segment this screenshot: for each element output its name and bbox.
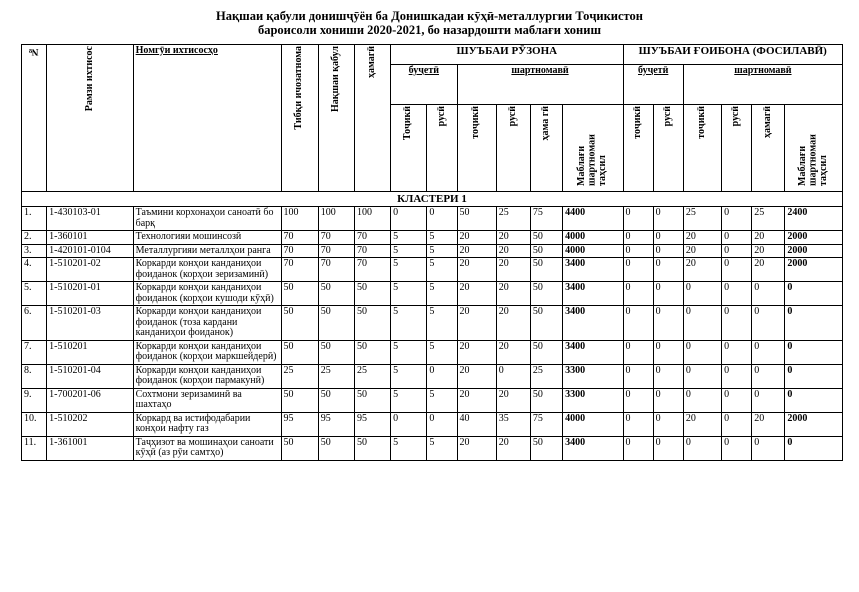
- cell-total: 50: [354, 388, 390, 412]
- cell-code: 1-510201-01: [47, 282, 134, 306]
- cell-distance-budget-ru: 0: [653, 436, 683, 460]
- cell-day-budget-ru: 5: [427, 231, 457, 245]
- cell-total: 50: [354, 436, 390, 460]
- cell-day-contract-total: 50: [530, 231, 562, 245]
- cell-day-contract-total: 50: [530, 258, 562, 282]
- cell-total: 50: [354, 282, 390, 306]
- cell-day-contract-tj: 20: [457, 364, 496, 388]
- cell-day-contract-ru: 20: [496, 258, 530, 282]
- cell-day-budget-tj: 5: [391, 306, 427, 341]
- cell-distance-budget-ru: 0: [653, 207, 683, 231]
- cell-day-fee: 3400: [563, 436, 623, 460]
- cell-distance-fee: 2000: [785, 258, 843, 282]
- cluster-label: КЛАСТЕРИ 1: [22, 191, 843, 207]
- cell-distance-budget-tj: 0: [623, 258, 653, 282]
- cell-day-contract-ru: 20: [496, 340, 530, 364]
- cell-day-budget-tj: 5: [391, 436, 427, 460]
- cell-total: 100: [354, 207, 390, 231]
- cell-specialty: Технологияи мошинсозӣ: [133, 231, 281, 245]
- cell-total: 25: [354, 364, 390, 388]
- cell-permit: 50: [281, 340, 318, 364]
- header-day-section: ШУЪБАИ РӮЗОНА: [391, 45, 623, 65]
- cell-distance-contract-ru: 0: [722, 364, 752, 388]
- cell-admission-plan: 70: [318, 244, 354, 258]
- header-day-budget-tj: Тоҷикӣ: [391, 105, 427, 192]
- cell-number: 6.: [22, 306, 47, 341]
- cell-distance-contract-ru: 0: [722, 231, 752, 245]
- cell-permit: 100: [281, 207, 318, 231]
- cell-distance-contract-tj: 20: [683, 412, 721, 436]
- cell-specialty: Коркарди конҳои канданиҳои фоиданок (корҳои зеризаминӣ): [133, 258, 281, 282]
- cell-code: 1-510201: [47, 340, 134, 364]
- cell-distance-budget-ru: 0: [653, 340, 683, 364]
- header-distance-fee: Маблағи шартномаи таҳсил: [785, 105, 843, 192]
- cell-distance-contract-total: 20: [752, 244, 785, 258]
- cell-distance-fee: 0: [785, 436, 843, 460]
- cell-day-contract-tj: 20: [457, 258, 496, 282]
- cell-permit: 70: [281, 258, 318, 282]
- table-row: [22, 244, 843, 258]
- cell-day-contract-total: 50: [530, 340, 562, 364]
- cell-day-budget-ru: 5: [427, 258, 457, 282]
- cell-day-contract-total: 75: [530, 412, 562, 436]
- cell-day-budget-tj: 5: [391, 364, 427, 388]
- cell-distance-contract-tj: 0: [683, 282, 721, 306]
- cell-total: 50: [354, 306, 390, 341]
- cell-distance-fee: 2000: [785, 412, 843, 436]
- cell-code: 1-360101: [47, 231, 134, 245]
- cell-admission-plan: 95: [318, 412, 354, 436]
- cell-distance-fee: 0: [785, 306, 843, 341]
- cell-distance-contract-ru: 0: [722, 436, 752, 460]
- cell-day-budget-tj: 0: [391, 412, 427, 436]
- cell-distance-contract-tj: 0: [683, 364, 721, 388]
- table-row: [22, 207, 843, 231]
- cell-specialty: Коркарди конҳои канданиҳои фоиданок (корҳои кушоди кӯҳӣ): [133, 282, 281, 306]
- cell-distance-contract-tj: 0: [683, 306, 721, 341]
- cell-distance-contract-total: 0: [752, 436, 785, 460]
- cell-day-contract-ru: 20: [496, 306, 530, 341]
- admission-plan-table: [21, 44, 843, 461]
- cell-total: 70: [354, 244, 390, 258]
- cell-distance-fee: 2000: [785, 231, 843, 245]
- cell-specialty: Коркарди конҳои канданиҳои фоиданок (корҳои пармакунӣ): [133, 364, 281, 388]
- cell-distance-budget-tj: 0: [623, 364, 653, 388]
- cell-distance-fee: 0: [785, 364, 843, 388]
- cell-day-budget-ru: 0: [427, 364, 457, 388]
- cell-distance-budget-ru: 0: [653, 282, 683, 306]
- cell-distance-contract-total: 0: [752, 364, 785, 388]
- cell-distance-contract-total: 0: [752, 388, 785, 412]
- cell-day-fee: 4000: [563, 231, 623, 245]
- cell-distance-contract-total: 20: [752, 258, 785, 282]
- cell-distance-budget-tj: 0: [623, 244, 653, 258]
- cell-admission-plan: 50: [318, 306, 354, 341]
- cell-admission-plan: 50: [318, 436, 354, 460]
- title-line-1: Нақшаи қабули донишҷӯён ба Донишкадаи кӯҳӣ-металлургии Тоҷикистон: [216, 9, 643, 23]
- cell-distance-contract-total: 20: [752, 231, 785, 245]
- cell-day-budget-tj: 5: [391, 282, 427, 306]
- title-line-2: бароисоли хониши 2020-2021, бо назардошти маблағи хониш: [257, 23, 602, 37]
- table-row: [22, 340, 843, 364]
- cell-day-budget-ru: 5: [427, 282, 457, 306]
- cell-day-fee: 3400: [563, 282, 623, 306]
- cell-admission-plan: 50: [318, 282, 354, 306]
- cell-distance-contract-tj: 0: [683, 388, 721, 412]
- header-distance-budget-tj: тоҷикӣ: [623, 105, 653, 192]
- cell-day-contract-ru: 20: [496, 231, 530, 245]
- cell-admission-plan: 50: [318, 340, 354, 364]
- cell-admission-plan: 50: [318, 388, 354, 412]
- header-admission-plan: Нақшаи қабул: [318, 45, 354, 192]
- cell-permit: 25: [281, 364, 318, 388]
- cell-day-fee: 3300: [563, 388, 623, 412]
- cell-distance-fee: 2400: [785, 207, 843, 231]
- cell-day-contract-tj: 20: [457, 306, 496, 341]
- cell-day-fee: 4400: [563, 207, 623, 231]
- cell-distance-fee: 2000: [785, 244, 843, 258]
- cell-distance-budget-tj: 0: [623, 436, 653, 460]
- table-row: [22, 282, 843, 306]
- header-distance-budget: буҷетӣ: [623, 65, 683, 105]
- cell-code: 1-700201-06: [47, 388, 134, 412]
- cell-day-budget-ru: 5: [427, 306, 457, 341]
- cell-code: 1-361001: [47, 436, 134, 460]
- cell-day-budget-tj: 5: [391, 388, 427, 412]
- cell-permit: 70: [281, 244, 318, 258]
- table-row: [22, 388, 843, 412]
- table-row: [22, 412, 843, 436]
- header-day-budget: буҷетӣ: [391, 65, 457, 105]
- cell-distance-fee: 0: [785, 388, 843, 412]
- header-day-contract-total: ҳама гӣ: [530, 105, 562, 192]
- cell-code: 1-510201-03: [47, 306, 134, 341]
- cell-admission-plan: 100: [318, 207, 354, 231]
- cell-day-contract-tj: 20: [457, 231, 496, 245]
- cell-distance-budget-tj: 0: [623, 388, 653, 412]
- cell-admission-plan: 70: [318, 258, 354, 282]
- header-distance-contract: шартномавӣ: [683, 65, 842, 105]
- header-distance-contract-tj: тоҷикӣ: [683, 105, 721, 192]
- cell-distance-budget-tj: 0: [623, 282, 653, 306]
- cell-day-contract-total: 50: [530, 282, 562, 306]
- cell-day-budget-tj: 5: [391, 231, 427, 245]
- cell-distance-contract-ru: 0: [722, 244, 752, 258]
- cell-day-contract-total: 50: [530, 306, 562, 341]
- cell-distance-budget-ru: 0: [653, 258, 683, 282]
- cell-permit: 95: [281, 412, 318, 436]
- cell-day-contract-tj: 20: [457, 340, 496, 364]
- cell-day-budget-tj: 5: [391, 244, 427, 258]
- table-row: [22, 436, 843, 460]
- cell-permit: 50: [281, 306, 318, 341]
- cell-day-budget-ru: 5: [427, 244, 457, 258]
- header-day-fee: Маблағи шартномаи таҳсил: [563, 105, 623, 192]
- cell-day-contract-tj: 40: [457, 412, 496, 436]
- cell-code: 1-420101-0104: [47, 244, 134, 258]
- cell-day-fee: 4000: [563, 412, 623, 436]
- header-day-budget-ru: русӣ: [427, 105, 457, 192]
- cell-day-contract-ru: 20: [496, 388, 530, 412]
- table-row: [22, 364, 843, 388]
- cell-number: 5.: [22, 282, 47, 306]
- cell-distance-contract-total: 20: [752, 412, 785, 436]
- cell-day-contract-total: 50: [530, 436, 562, 460]
- cell-total: 95: [354, 412, 390, 436]
- cell-distance-budget-ru: 0: [653, 231, 683, 245]
- cell-total: 70: [354, 231, 390, 245]
- cell-number: 1.: [22, 207, 47, 231]
- cell-distance-contract-ru: 0: [722, 258, 752, 282]
- table-row: [22, 258, 843, 282]
- cell-distance-contract-total: 0: [752, 306, 785, 341]
- header-distance-contract-ru: русӣ: [722, 105, 752, 192]
- cell-permit: 70: [281, 231, 318, 245]
- cell-day-contract-ru: 20: [496, 244, 530, 258]
- cell-distance-budget-tj: 0: [623, 412, 653, 436]
- cell-number: 8.: [22, 364, 47, 388]
- cell-specialty: Таъмини корхонаҳои саноатӣ бо барқ: [133, 207, 281, 231]
- cell-number: 11.: [22, 436, 47, 460]
- cell-day-budget-ru: 5: [427, 388, 457, 412]
- header-day-contract-ru: русӣ: [496, 105, 530, 192]
- header-permit: Тибқи ичозатнома: [281, 45, 318, 192]
- table-row: [22, 306, 843, 341]
- cluster-row: [22, 191, 843, 207]
- cell-distance-fee: 0: [785, 340, 843, 364]
- cell-day-contract-total: 75: [530, 207, 562, 231]
- cell-distance-contract-tj: 20: [683, 244, 721, 258]
- header-distance-budget-ru: русӣ: [653, 105, 683, 192]
- cell-day-contract-tj: 20: [457, 388, 496, 412]
- cell-day-budget-ru: 5: [427, 436, 457, 460]
- cell-admission-plan: 70: [318, 231, 354, 245]
- header-specialty: Номгӯи ихтисосҳо: [133, 45, 281, 192]
- cell-day-budget-tj: 5: [391, 258, 427, 282]
- cell-day-contract-ru: 0: [496, 364, 530, 388]
- cell-distance-budget-ru: 0: [653, 412, 683, 436]
- cell-distance-contract-ru: 0: [722, 282, 752, 306]
- cell-specialty: Таҷҳизот ва мошинаҳои саноати кӯҳӣ (аз рӯи самтҳо): [133, 436, 281, 460]
- cell-day-budget-ru: 0: [427, 207, 457, 231]
- cell-day-fee: 4000: [563, 244, 623, 258]
- header-code: Рамзи ихтисос: [47, 45, 134, 192]
- header-total: ҳамагӣ: [354, 45, 390, 192]
- cell-day-contract-tj: 20: [457, 282, 496, 306]
- cell-specialty: Сохтмони зеризаминӣ ва шахтаҳо: [133, 388, 281, 412]
- cell-distance-budget-tj: 0: [623, 207, 653, 231]
- cell-distance-contract-ru: 0: [722, 412, 752, 436]
- cell-day-fee: 3400: [563, 340, 623, 364]
- cell-day-contract-tj: 20: [457, 244, 496, 258]
- cell-distance-budget-tj: 0: [623, 306, 653, 341]
- cell-distance-contract-tj: 25: [683, 207, 721, 231]
- cell-distance-budget-ru: 0: [653, 244, 683, 258]
- header-distance-contract-total: ҳамагӣ: [752, 105, 785, 192]
- cell-day-budget-ru: 5: [427, 340, 457, 364]
- header-number: №: [22, 45, 47, 192]
- cell-distance-contract-ru: 0: [722, 388, 752, 412]
- cell-code: 1-510202: [47, 412, 134, 436]
- cell-number: 9.: [22, 388, 47, 412]
- cell-day-contract-ru: 20: [496, 436, 530, 460]
- cell-day-contract-total: 50: [530, 388, 562, 412]
- cell-day-contract-ru: 35: [496, 412, 530, 436]
- cell-total: 70: [354, 258, 390, 282]
- document-title: [0, 9, 859, 37]
- cell-day-budget-tj: 0: [391, 207, 427, 231]
- cell-specialty: Коркарди конҳои канданиҳои фоиданок (корҳои маркшейдерӣ): [133, 340, 281, 364]
- cell-distance-contract-ru: 0: [722, 340, 752, 364]
- cell-day-contract-ru: 20: [496, 282, 530, 306]
- cell-day-contract-total: 50: [530, 244, 562, 258]
- cell-code: 1-430103-01: [47, 207, 134, 231]
- cell-specialty: Коркард ва истифодабарии конҳои нафту газ: [133, 412, 281, 436]
- header-distance-section: ШУЪБАИ ҒОИБОНА (ФОСИЛАВӢ): [623, 45, 843, 65]
- cell-day-fee: 3400: [563, 258, 623, 282]
- cell-distance-budget-ru: 0: [653, 306, 683, 341]
- cell-number: 10.: [22, 412, 47, 436]
- cell-day-budget-tj: 5: [391, 340, 427, 364]
- cell-distance-contract-tj: 0: [683, 340, 721, 364]
- cell-permit: 50: [281, 282, 318, 306]
- cell-code: 1-510201-02: [47, 258, 134, 282]
- cell-distance-budget-tj: 0: [623, 340, 653, 364]
- cell-distance-contract-total: 0: [752, 282, 785, 306]
- cell-day-contract-total: 25: [530, 364, 562, 388]
- cell-distance-contract-tj: 0: [683, 436, 721, 460]
- cell-total: 50: [354, 340, 390, 364]
- cell-day-contract-tj: 50: [457, 207, 496, 231]
- cell-day-fee: 3300: [563, 364, 623, 388]
- cell-specialty: Металлургияи металлҳои ранга: [133, 244, 281, 258]
- cell-day-budget-ru: 0: [427, 412, 457, 436]
- cell-number: 3.: [22, 244, 47, 258]
- cell-code: 1-510201-04: [47, 364, 134, 388]
- cell-day-fee: 3400: [563, 306, 623, 341]
- table-row: [22, 231, 843, 245]
- header-day-contract: шартномавӣ: [457, 65, 623, 105]
- cell-distance-contract-total: 0: [752, 340, 785, 364]
- cell-distance-contract-ru: 0: [722, 306, 752, 341]
- cell-distance-contract-tj: 20: [683, 231, 721, 245]
- cell-specialty: Коркарди конҳои канданиҳои фоиданок (тоза кардани канданиҳои фоиданок): [133, 306, 281, 341]
- cell-day-contract-ru: 25: [496, 207, 530, 231]
- cell-number: 4.: [22, 258, 47, 282]
- cell-number: 2.: [22, 231, 47, 245]
- cell-admission-plan: 25: [318, 364, 354, 388]
- cell-permit: 50: [281, 436, 318, 460]
- cell-distance-budget-ru: 0: [653, 388, 683, 412]
- header-day-contract-tj: тоҷикӣ: [457, 105, 496, 192]
- cell-distance-contract-tj: 20: [683, 258, 721, 282]
- cell-distance-contract-ru: 0: [722, 207, 752, 231]
- cell-distance-budget-ru: 0: [653, 364, 683, 388]
- cell-distance-budget-tj: 0: [623, 231, 653, 245]
- cell-day-contract-tj: 20: [457, 436, 496, 460]
- cell-distance-fee: 0: [785, 282, 843, 306]
- cell-permit: 50: [281, 388, 318, 412]
- cell-number: 7.: [22, 340, 47, 364]
- cell-distance-contract-total: 25: [752, 207, 785, 231]
